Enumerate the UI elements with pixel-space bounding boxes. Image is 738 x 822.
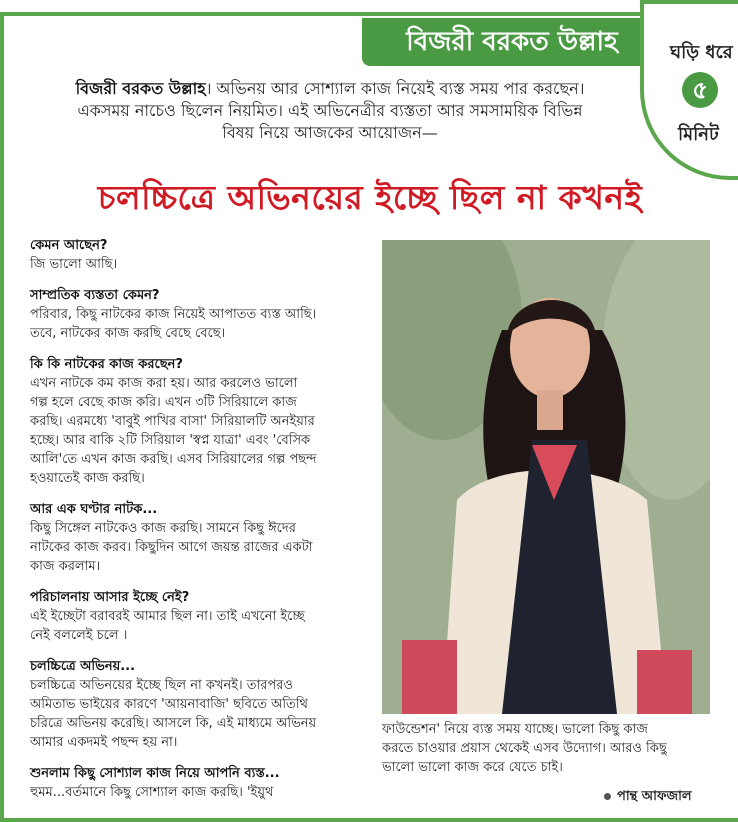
headline: চলচ্চিত্রে অভিনয়ের ইচ্ছে ছিল না কখনই	[97, 178, 643, 217]
bullet-icon	[604, 793, 611, 800]
frame-top-border	[0, 12, 640, 16]
frame-bottom-border	[0, 818, 738, 822]
question: পরিচালনায় আসার ইচ্ছে নেই?	[30, 590, 190, 605]
answer-line: হুমম...বর্তমানে কিছু সোশ্যাল কাজ করছি। 'ইয়ুথ	[30, 785, 274, 800]
intro-name: বিজরী বরকত উল্লাহ	[75, 79, 206, 98]
answer-line: করছি। এরমধ্যে 'বাবুই পাখির বাসা' সিরিয়ালটি অনইয়ার	[30, 414, 315, 429]
answer-line: হওয়াতেই কাজ করছি।	[30, 471, 145, 486]
byline-author: পান্থ আফজাল	[617, 789, 692, 804]
question: কেমন আছেন?	[30, 238, 108, 253]
badge-top-text: ঘড়ি ধরে	[670, 42, 733, 63]
answer-line: এখন নাটকে কম কাজ করা হয়। আর করলেও ভালো	[30, 376, 298, 391]
answer-line: চরিত্রে অভিনয় করেছি। আসলে কি, এই মাধ্যমে অভিনয়	[30, 716, 317, 731]
qa-block	[30, 657, 370, 752]
name-banner: বিজরী বরকত উল্লাহ	[362, 18, 662, 66]
caption-line: ভালো ভালো কাজ করে যেতে চাই।	[382, 760, 563, 775]
qa-block	[30, 355, 370, 488]
badge-number: ৫	[682, 72, 718, 108]
answer-line: নাটকের কাজ করব। কিছুদিন আগে জয়ন্ত রাজের একটা	[30, 540, 313, 555]
frame-left-border	[0, 12, 4, 822]
answer-line: গল্প হলে বেছে কাজ করি। এখন ৩টি সিরিয়ালে কাজ	[30, 395, 297, 410]
portrait-illustration	[382, 240, 710, 714]
answer-line: হচ্ছে। আর বাকি ২টি সিরিয়াল 'স্বপ্ন যাত্রা' এবং 'বেসিক	[30, 433, 311, 448]
question: আর এক ঘণ্টার নাটক...	[30, 502, 158, 517]
caption-line: ফাউন্ডেশন' নিয়ে ব্যস্ত সময় যাচ্ছে। ভালো কিছু কাজ	[382, 722, 648, 737]
byline	[604, 787, 692, 808]
intro-paragraph	[20, 78, 640, 144]
answer-line: এই ইচ্ছেটা বরাবরই আমার ছিল না। তাই এখনো ইচ্ছে	[30, 609, 305, 624]
qa-block	[30, 236, 370, 274]
answer-line: আলি'তে এখন কাজ করছি। এসব সিরিয়ালের গল্প পছন্দ	[30, 452, 317, 467]
answer-line: অমিতাভ ভাইয়ের কারণে 'আয়নাবাজি' ছবিতে অতিথি	[30, 697, 308, 712]
answer-line: নেই বললেই চলে ।	[30, 628, 128, 643]
intro-line-2: একসময় নাচেও ছিলেন নিয়মিত। এই অভিনেত্রীর ব্যস্ততা আর সমসাময়িক বিভিন্ন	[77, 101, 583, 120]
answer-line: কাজ করলাম।	[30, 559, 101, 574]
qa-block	[30, 764, 370, 802]
question: চলচ্চিত্রে অভিনয়...	[30, 659, 136, 674]
qa-block	[30, 500, 370, 576]
question: কি কি নাটকের কাজ করছেন?	[30, 357, 183, 372]
interview-column	[30, 236, 370, 814]
question: শুনলাম কিছু সোশ্যাল কাজ নিয়ে আপনি ব্যস্ত...	[30, 766, 280, 781]
answer-line: আমার একদমই পছন্দ হয় না।	[30, 735, 178, 750]
intro-line-3: বিষয় নিয়ে আজকের আয়োজন—	[222, 123, 438, 142]
answer-line: চলচ্চিত্রে অভিনয়ের ইচ্ছে ছিল না কখনই। তারপরও	[30, 678, 294, 693]
qa-block	[30, 286, 370, 343]
answer-line: পরিবার, কিছু নাটকের কাজ নিয়েই আপাতত ব্যস্ত আছি।	[30, 307, 317, 322]
qa-block	[30, 588, 370, 645]
badge-bottom-text: মিনিট	[678, 124, 719, 145]
question: সাম্প্রতিক ব্যস্ততা কেমন?	[30, 288, 160, 303]
portrait-photo	[382, 240, 710, 714]
intro-line-1: । অভিনয় আর সোশ্যাল কাজ নিয়েই ব্যস্ত সময় পার করছেন।	[205, 79, 585, 98]
answer-line: কিছু সিঙ্গেল নাটকেও কাজ করছি। সামনে কিছু ঈদের	[30, 521, 296, 536]
photo-caption	[382, 720, 710, 777]
caption-line: করতে চাওয়ার প্রয়াস থেকেই এসব উদ্যোগ। আরও কিছু	[382, 741, 667, 756]
answer-line: জি ভালো আছি।	[30, 257, 118, 272]
answer-line: তবে, নাটকের কাজ করছি বেছে বেছে।	[30, 326, 226, 341]
